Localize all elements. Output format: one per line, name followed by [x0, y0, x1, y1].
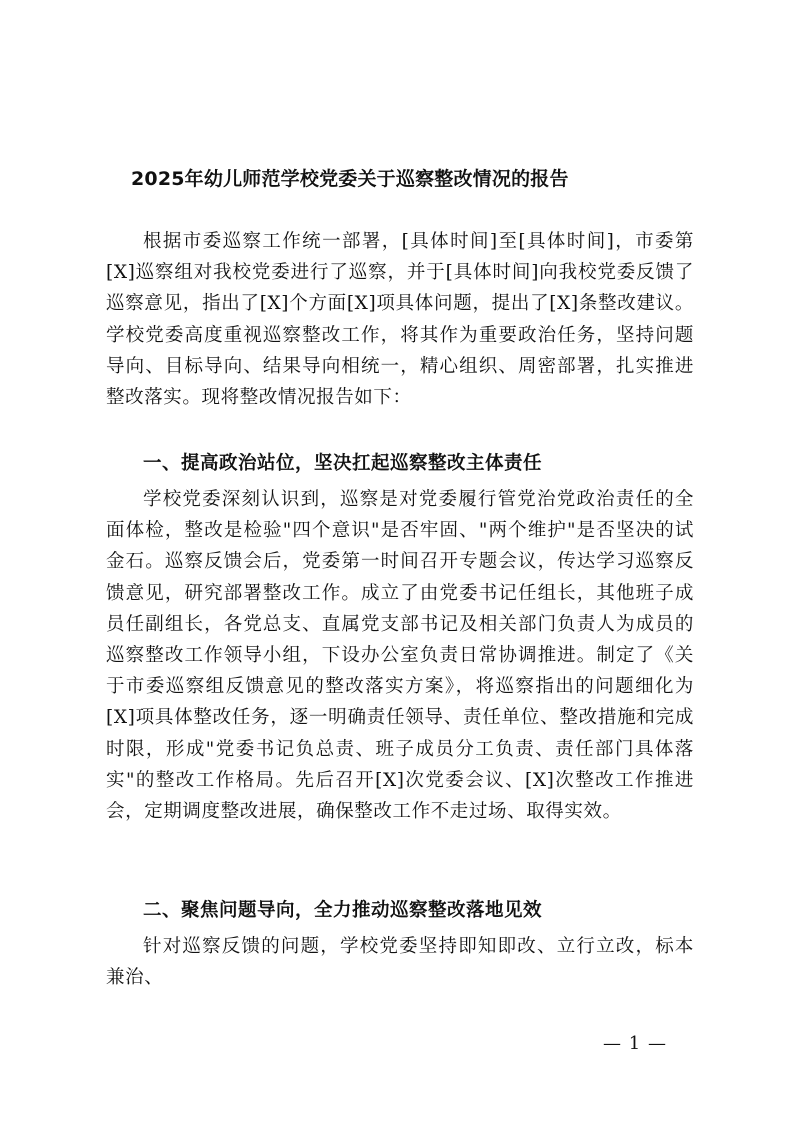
intro-paragraph: 根据市委巡察工作统一部署，[具体时间]至[具体时间]，市委第[X]巡察组对我校党委进行了巡察，并于[具体时间]向我校党委反馈了巡察意见，指出了[X]个方面[X]项具体问题，提出了[X]条整改建议。学校党委高度重视巡察整改工作，将其作为重要政治任务，坚持问题导向、目标导向、结果导向相统一，精心组织、周密部署，扎实推进整改落实。现将整改情况报告如下： — [106, 231, 694, 409]
section-one-paragraph: 学校党委深刻认识到，巡察是对党委履行管党治党政治责任的全面体检，整改是检验"四个意识"是否牢固、"两个维护"是否坚决的试金石。巡察反馈会后，党委第一时间召开专题会议，传达学习巡察反馈意见，研究部署整改工作。成立了由党委书记任组长，其他班子成员任副组长，各党总支、直属党支部书记及相关部门负责人为成员的巡察整改工作领导小组，下设办公室负责日常协调推进。制定了《关于市委巡察组反馈意见的整改落实方案》，将巡察指出的问题细化为[X]项具体整改任务，逐一明确责任领导、责任单位、整改措施和完成时限，形成"党委书记负总责、班子成员分工负责、责任部门具体落实"的整改工作格局。先后召开[X]次党委会议、[X]次整改工作推进会，定期调度整改进展，确保整改工作不走过场、取得实效。 — [106, 489, 694, 823]
section-two-paragraph: 针对巡察反馈的问题，学校党委坚持即知即改、立行立改，标本兼治、 — [106, 936, 694, 989]
section-heading-one: 一、提高政治站位，坚决扛起巡察整改主体责任 — [143, 453, 543, 474]
section-heading-two: 二、聚焦问题导向，全力推动巡察整改落地见效 — [143, 900, 543, 921]
document-title: 2025年幼儿师范学校党委关于巡察整改情况的报告 — [131, 168, 569, 190]
page-number: — 1 — — [603, 1033, 667, 1054]
